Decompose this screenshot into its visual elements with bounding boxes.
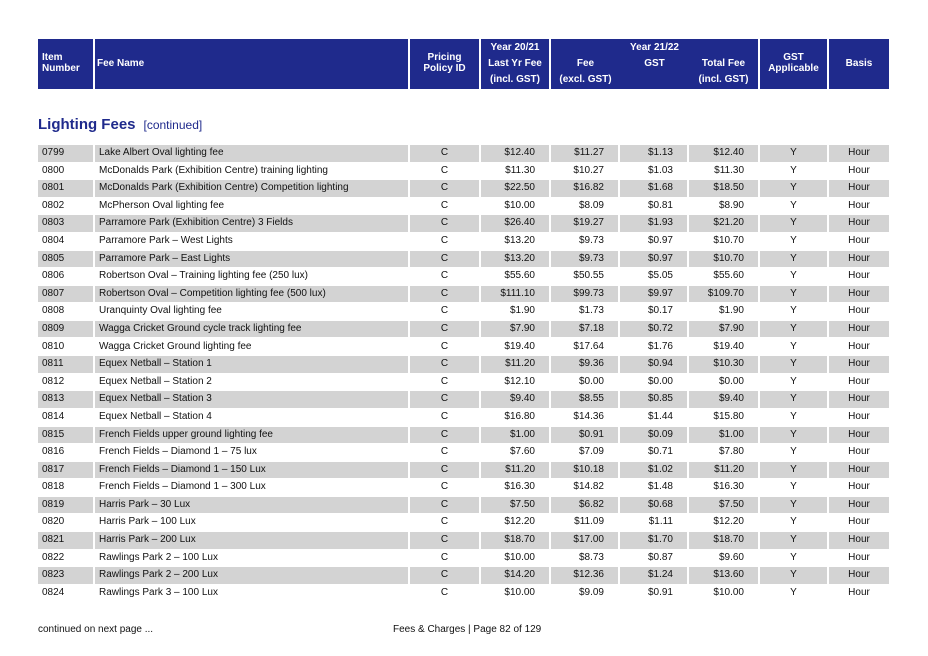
gst-cell: $1.68 [620, 180, 689, 197]
table-row [38, 514, 889, 531]
fee-cell: $19.27 [551, 215, 620, 232]
basis-cell: Hour [848, 375, 870, 387]
item-number-cell: 0812 [38, 374, 95, 391]
table-row [38, 321, 889, 338]
table-row [38, 497, 889, 514]
header-gst [620, 39, 689, 89]
table-row [38, 198, 889, 215]
item-number-cell: 0817 [38, 462, 95, 479]
total-fee-cell: $10.70 [689, 251, 760, 268]
gst-cell: $0.94 [620, 356, 689, 373]
header-pricing-policy [410, 39, 481, 89]
basis-cell: Hour [829, 145, 889, 162]
item-number-cell: 0818 [38, 479, 95, 496]
fee-cell: $10.27 [551, 163, 620, 180]
pricing-policy-cell: C [410, 444, 481, 461]
header-year-curr: Year 21/22 [630, 42, 679, 53]
fee-cell: $9.73 [551, 233, 620, 250]
basis-cell: Hour [829, 532, 889, 549]
header-total-fee-line1: Total Fee [701, 58, 746, 69]
pricing-policy-cell: C [410, 497, 481, 514]
table-row [38, 339, 889, 356]
total-fee-cell: $9.40 [689, 391, 760, 408]
fee-cell: $1.73 [551, 303, 620, 320]
fee-name-cell: Parramore Park – East Lights [95, 251, 410, 268]
basis-cell: Hour [829, 567, 889, 584]
pricing-policy-cell: C [410, 409, 481, 426]
basis-cell: Hour [848, 199, 870, 211]
pricing-policy-cell: C [410, 198, 481, 215]
total-fee-cell: $18.70 [689, 532, 760, 549]
fee-name-cell: Robertson Oval – Competition lighting fee (500 lux) [95, 286, 410, 303]
fee-name-cell: Equex Netball – Station 3 [95, 391, 410, 408]
pricing-policy-cell: C [410, 303, 481, 320]
table-row [38, 215, 889, 232]
header-item-number-label: Item Number [42, 52, 80, 74]
total-fee-cell: $10.30 [689, 356, 760, 373]
basis-cell: Hour [829, 215, 889, 232]
item-number-cell: 0807 [38, 286, 95, 303]
gst-applicable-cell: Y [760, 268, 829, 285]
item-number-cell: 0816 [38, 444, 95, 461]
total-fee-cell: $16.30 [689, 479, 760, 496]
pricing-policy-cell: C [410, 514, 481, 531]
item-number-cell: 0805 [38, 251, 95, 268]
fee-cell: $7.18 [551, 321, 620, 338]
pricing-policy-cell: C [410, 479, 481, 496]
gst-cell: $1.03 [620, 163, 689, 180]
gst-cell: $0.72 [620, 321, 689, 338]
last-yr-fee-cell: $18.70 [481, 532, 551, 549]
pricing-policy-cell: C [410, 374, 481, 391]
total-fee-cell: $7.90 [689, 321, 760, 338]
pricing-policy-cell: C [410, 462, 481, 479]
fee-cell: $9.09 [551, 585, 620, 602]
table-row [38, 479, 889, 496]
item-number-cell: 0804 [38, 233, 95, 250]
fee-name-cell: Uranquinty Oval lighting fee [95, 303, 410, 320]
gst-applicable-cell: Y [760, 286, 829, 303]
basis-cell: Hour [848, 481, 870, 493]
item-number-cell: 0800 [38, 163, 95, 180]
pricing-policy-cell: C [410, 585, 481, 602]
table-row [38, 163, 889, 180]
gst-applicable-cell: Y [760, 356, 829, 373]
gst-applicable-cell: Y [760, 479, 829, 496]
gst-cell: $0.00 [620, 374, 689, 391]
gst-applicable-cell: Y [760, 251, 829, 268]
fee-cell: $0.00 [551, 374, 620, 391]
basis-cell: Hour [848, 340, 870, 352]
fee-cell: $14.36 [551, 409, 620, 426]
pricing-policy-cell: C [410, 145, 481, 162]
fee-name-cell: McPherson Oval lighting fee [95, 198, 410, 215]
gst-applicable-cell: Y [760, 514, 829, 531]
total-fee-cell: $12.20 [689, 514, 760, 531]
total-fee-cell: $18.50 [689, 180, 760, 197]
gst-applicable-cell: Y [760, 427, 829, 444]
item-number-cell: 0823 [38, 567, 95, 584]
gst-cell: $1.76 [620, 339, 689, 356]
gst-applicable-cell: Y [760, 374, 829, 391]
last-yr-fee-cell: $111.10 [481, 286, 551, 303]
header-total-fee-line2: (incl. GST) [698, 74, 749, 85]
gst-applicable-cell: Y [760, 180, 829, 197]
gst-cell: $1.24 [620, 567, 689, 584]
gst-applicable-cell: Y [760, 198, 829, 215]
gst-cell: $0.17 [620, 303, 689, 320]
item-number-cell: 0819 [38, 497, 95, 514]
fee-cell: $8.55 [551, 391, 620, 408]
table-row [38, 145, 889, 162]
header-basis [829, 39, 889, 89]
gst-cell: $1.02 [620, 462, 689, 479]
gst-cell: $0.97 [620, 251, 689, 268]
pricing-policy-cell: C [410, 163, 481, 180]
table-row [38, 391, 889, 408]
header-pricing-policy-label: Pricing Policy ID [423, 52, 466, 74]
fee-name-cell: Parramore Park (Exhibition Centre) 3 Fields [95, 215, 410, 232]
fee-cell: $11.09 [551, 514, 620, 531]
gst-applicable-cell: Y [760, 409, 829, 426]
item-number-cell: 0808 [38, 303, 95, 320]
item-number-cell: 0815 [38, 427, 95, 444]
gst-applicable-cell: Y [760, 462, 829, 479]
basis-cell: Hour [848, 446, 870, 458]
section-title [38, 116, 202, 133]
item-number-cell: 0803 [38, 215, 95, 232]
fee-name-cell: Equex Netball – Station 4 [95, 409, 410, 426]
total-fee-cell: $21.20 [689, 215, 760, 232]
total-fee-cell: $19.40 [689, 339, 760, 356]
fee-name-cell: Equex Netball – Station 2 [95, 374, 410, 391]
total-fee-cell: $10.70 [689, 233, 760, 250]
pricing-policy-cell: C [410, 356, 481, 373]
fee-name-cell: Wagga Cricket Ground cycle track lighting fee [95, 321, 410, 338]
basis-cell: Hour [848, 164, 870, 176]
fee-name-cell: Rawlings Park 3 – 100 Lux [95, 585, 410, 602]
pricing-policy-cell: C [410, 233, 481, 250]
table-row [38, 462, 889, 479]
header-last-yr-fee [481, 39, 551, 89]
last-yr-fee-cell: $26.40 [481, 215, 551, 232]
pricing-policy-cell: C [410, 215, 481, 232]
fee-cell: $99.73 [551, 286, 620, 303]
last-yr-fee-cell: $7.90 [481, 321, 551, 338]
fee-cell: $6.82 [551, 497, 620, 514]
fee-cell: $14.82 [551, 479, 620, 496]
last-yr-fee-cell: $10.00 [481, 585, 551, 602]
section-title-text: Lighting Fees [38, 116, 136, 133]
fee-name-cell: French Fields upper ground lighting fee [95, 427, 410, 444]
gst-cell: $1.93 [620, 215, 689, 232]
fee-name-cell: Rawlings Park 2 – 100 Lux [95, 550, 410, 567]
fee-name-cell: French Fields – Diamond 1 – 150 Lux [95, 462, 410, 479]
last-yr-fee-cell: $11.20 [481, 462, 551, 479]
gst-cell: $1.44 [620, 409, 689, 426]
fee-name-cell: French Fields – Diamond 1 – 300 Lux [95, 479, 410, 496]
gst-applicable-cell: Y [760, 233, 829, 250]
last-yr-fee-cell: $10.00 [481, 550, 551, 567]
gst-cell: $0.68 [620, 497, 689, 514]
table-row [38, 268, 889, 285]
footer-continued: continued on next page ... [38, 624, 154, 635]
basis-cell: Hour [848, 586, 870, 598]
fee-name-cell: McDonalds Park (Exhibition Centre) training lighting [95, 163, 410, 180]
pricing-policy-cell: C [410, 286, 481, 303]
fee-cell: $17.00 [551, 532, 620, 549]
header-last-yr-fee-line2: (incl. GST) [490, 74, 540, 85]
fee-cell: $12.36 [551, 567, 620, 584]
total-fee-cell: $9.60 [689, 550, 760, 567]
basis-cell: Hour [848, 551, 870, 563]
basis-cell: Hour [829, 427, 889, 444]
gst-cell: $1.13 [620, 145, 689, 162]
last-yr-fee-cell: $22.50 [481, 180, 551, 197]
gst-applicable-cell: Y [760, 444, 829, 461]
fee-name-cell: Parramore Park – West Lights [95, 233, 410, 250]
item-number-cell: 0810 [38, 339, 95, 356]
total-fee-cell: $11.20 [689, 462, 760, 479]
header-gst-applicable-label: GST Applicable [768, 52, 819, 74]
basis-cell: Hour [829, 462, 889, 479]
last-yr-fee-cell: $16.80 [481, 409, 551, 426]
header-fee-name [95, 39, 410, 89]
total-fee-cell: $10.00 [689, 585, 760, 602]
header-gst-applicable [760, 39, 829, 89]
gst-applicable-cell: Y [760, 321, 829, 338]
footer-page-number: Fees & Charges | Page 82 of 129 [393, 624, 542, 635]
item-number-cell: 0820 [38, 514, 95, 531]
fee-cell: $0.91 [551, 427, 620, 444]
item-number-cell: 0809 [38, 321, 95, 338]
gst-applicable-cell: Y [760, 163, 829, 180]
gst-cell: $0.87 [620, 550, 689, 567]
gst-cell: $0.85 [620, 391, 689, 408]
table-row [38, 356, 889, 373]
total-fee-cell: $15.80 [689, 409, 760, 426]
item-number-cell: 0821 [38, 532, 95, 549]
pricing-policy-cell: C [410, 251, 481, 268]
pricing-policy-cell: C [410, 321, 481, 338]
gst-cell: $0.09 [620, 427, 689, 444]
item-number-cell: 0813 [38, 391, 95, 408]
pricing-policy-cell: C [410, 532, 481, 549]
pricing-policy-cell: C [410, 268, 481, 285]
basis-cell: Hour [829, 356, 889, 373]
pricing-policy-cell: C [410, 180, 481, 197]
last-yr-fee-cell: $19.40 [481, 339, 551, 356]
table-row [38, 532, 889, 549]
total-fee-cell: $1.90 [689, 303, 760, 320]
fee-name-cell: Wagga Cricket Ground lighting fee [95, 339, 410, 356]
total-fee-cell: $7.80 [689, 444, 760, 461]
item-number-cell: 0802 [38, 198, 95, 215]
basis-cell: Hour [829, 286, 889, 303]
item-number-cell: 0822 [38, 550, 95, 567]
header-gst-label: GST [644, 58, 665, 69]
pricing-policy-cell: C [410, 391, 481, 408]
basis-cell: Hour [848, 410, 870, 422]
table-row [38, 233, 889, 250]
fee-name-cell: Harris Park – 100 Lux [95, 514, 410, 531]
last-yr-fee-cell: $7.60 [481, 444, 551, 461]
last-yr-fee-cell: $7.50 [481, 497, 551, 514]
fee-name-cell: Harris Park – 30 Lux [95, 497, 410, 514]
item-number-cell: 0806 [38, 268, 95, 285]
basis-cell: Hour [829, 391, 889, 408]
basis-cell: Hour [829, 180, 889, 197]
gst-applicable-cell: Y [760, 145, 829, 162]
total-fee-cell: $1.00 [689, 427, 760, 444]
basis-cell: Hour [829, 251, 889, 268]
gst-applicable-cell: Y [760, 567, 829, 584]
gst-cell: $9.97 [620, 286, 689, 303]
fee-name-cell: French Fields – Diamond 1 – 75 lux [95, 444, 410, 461]
last-yr-fee-cell: $11.30 [481, 163, 551, 180]
fee-cell: $10.18 [551, 462, 620, 479]
fee-name-cell: Rawlings Park 2 – 200 Lux [95, 567, 410, 584]
header-fee-line2: (excl. GST) [559, 74, 612, 85]
gst-cell: $0.91 [620, 585, 689, 602]
gst-applicable-cell: Y [760, 339, 829, 356]
total-fee-cell: $12.40 [689, 145, 760, 162]
fee-cell: $17.64 [551, 339, 620, 356]
gst-applicable-cell: Y [760, 532, 829, 549]
table-row [38, 585, 889, 602]
gst-applicable-cell: Y [760, 550, 829, 567]
fee-cell: $9.36 [551, 356, 620, 373]
item-number-cell: 0799 [38, 145, 95, 162]
fee-name-cell: Robertson Oval – Training lighting fee (250 lux) [95, 268, 410, 285]
gst-cell: $1.70 [620, 532, 689, 549]
last-yr-fee-cell: $12.20 [481, 514, 551, 531]
gst-cell: $5.05 [620, 268, 689, 285]
basis-cell: Hour [848, 516, 870, 528]
item-number-cell: 0811 [38, 356, 95, 373]
table-row [38, 286, 889, 303]
gst-cell: $1.48 [620, 479, 689, 496]
last-yr-fee-cell: $12.10 [481, 374, 551, 391]
gst-applicable-cell: Y [760, 497, 829, 514]
header-last-yr-fee-line1: Last Yr Fee [488, 58, 542, 69]
basis-cell: Hour [829, 321, 889, 338]
table-row [38, 550, 889, 567]
fee-name-cell: Lake Albert Oval lighting fee [95, 145, 410, 162]
basis-cell: Hour [848, 270, 870, 282]
header-fee [551, 39, 620, 89]
fee-cell: $8.09 [551, 198, 620, 215]
fee-name-cell: Harris Park – 200 Lux [95, 532, 410, 549]
fee-name-cell: Equex Netball – Station 1 [95, 356, 410, 373]
item-number-cell: 0814 [38, 409, 95, 426]
item-number-cell: 0824 [38, 585, 95, 602]
last-yr-fee-cell: $9.40 [481, 391, 551, 408]
table-row [38, 374, 889, 391]
gst-cell: $0.81 [620, 198, 689, 215]
gst-applicable-cell: Y [760, 215, 829, 232]
fee-cell: $8.73 [551, 550, 620, 567]
total-fee-cell: $8.90 [689, 198, 760, 215]
header-total-fee [689, 39, 760, 89]
header-fee-name-label: Fee Name [97, 58, 145, 69]
gst-applicable-cell: Y [760, 391, 829, 408]
fee-table-body [38, 145, 889, 602]
basis-cell: Hour [848, 305, 870, 317]
total-fee-cell: $0.00 [689, 374, 760, 391]
total-fee-cell: $55.60 [689, 268, 760, 285]
section-continued: [continued] [143, 118, 203, 132]
table-row [38, 303, 889, 320]
fee-cell: $50.55 [551, 268, 620, 285]
table-header [38, 39, 889, 89]
last-yr-fee-cell: $14.20 [481, 567, 551, 584]
item-number-cell: 0801 [38, 180, 95, 197]
table-row [38, 180, 889, 197]
table-row [38, 567, 889, 584]
gst-applicable-cell: Y [760, 585, 829, 602]
table-row [38, 427, 889, 444]
header-year-prev: Year 20/21 [490, 42, 540, 53]
fee-cell: $16.82 [551, 180, 620, 197]
last-yr-fee-cell: $12.40 [481, 145, 551, 162]
total-fee-cell: $109.70 [689, 286, 760, 303]
fee-cell: $7.09 [551, 444, 620, 461]
fee-name-cell: McDonalds Park (Exhibition Centre) Competition lighting [95, 180, 410, 197]
total-fee-cell: $13.60 [689, 567, 760, 584]
gst-cell: $1.11 [620, 514, 689, 531]
last-yr-fee-cell: $1.90 [481, 303, 551, 320]
gst-cell: $0.71 [620, 444, 689, 461]
last-yr-fee-cell: $1.00 [481, 427, 551, 444]
basis-cell: Hour [829, 497, 889, 514]
last-yr-fee-cell: $13.20 [481, 233, 551, 250]
pricing-policy-cell: C [410, 427, 481, 444]
basis-cell: Hour [848, 234, 870, 246]
header-fee-line1: Fee [576, 58, 595, 69]
fee-cell: $9.73 [551, 251, 620, 268]
last-yr-fee-cell: $13.20 [481, 251, 551, 268]
total-fee-cell: $7.50 [689, 497, 760, 514]
gst-applicable-cell: Y [760, 303, 829, 320]
table-row [38, 444, 889, 461]
total-fee-cell: $11.30 [689, 163, 760, 180]
pricing-policy-cell: C [410, 567, 481, 584]
pricing-policy-cell: C [410, 339, 481, 356]
header-basis-label: Basis [845, 58, 873, 69]
table-row [38, 409, 889, 426]
last-yr-fee-cell: $10.00 [481, 198, 551, 215]
fee-cell: $11.27 [551, 145, 620, 162]
last-yr-fee-cell: $16.30 [481, 479, 551, 496]
table-row [38, 251, 889, 268]
pricing-policy-cell: C [410, 550, 481, 567]
last-yr-fee-cell: $11.20 [481, 356, 551, 373]
last-yr-fee-cell: $55.60 [481, 268, 551, 285]
gst-cell: $0.97 [620, 233, 689, 250]
header-item-number [38, 39, 95, 89]
